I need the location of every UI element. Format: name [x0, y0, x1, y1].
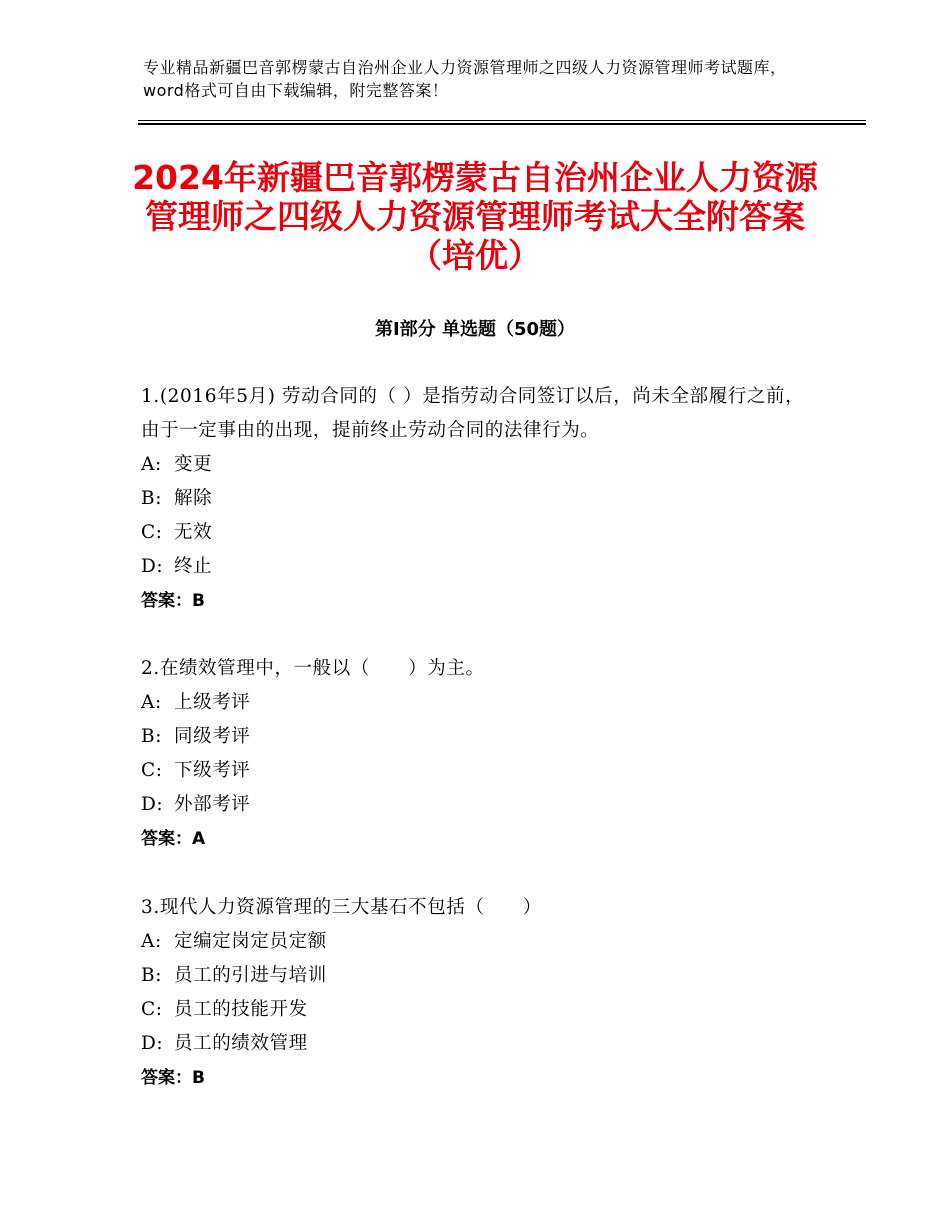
option-label: A:: [141, 931, 162, 952]
option-c: [141, 516, 821, 550]
header-divider: [138, 120, 866, 125]
option-text: 外部考评: [174, 794, 251, 815]
option-text: 下级考评: [174, 760, 251, 781]
answer: 答案：B: [141, 591, 205, 611]
option-label: C:: [141, 999, 163, 1020]
option-label: C:: [141, 760, 163, 781]
answer: 答案：B: [141, 1068, 205, 1088]
option-text: 解除: [174, 488, 213, 509]
option-a: [141, 925, 821, 959]
header-divider-thick: [138, 123, 866, 125]
option-d: [141, 550, 821, 584]
option-a: [141, 686, 821, 720]
option-label: A:: [141, 454, 162, 475]
question-stem: 2.在绩效管理中，一般以（ ）为主。: [141, 658, 485, 679]
option-label: B:: [141, 965, 163, 986]
option-d: [141, 1027, 821, 1061]
question-3: [141, 891, 821, 1095]
option-label: D:: [141, 794, 164, 815]
option-text: 员工的引进与培训: [174, 965, 327, 986]
option-text: 定编定岗定员定额: [174, 931, 327, 952]
document-title: 2024年新疆巴音郭楞蒙古自治州企业人力资源管理师之四级人力资源管理师考试大全附答案（培优）: [132, 158, 818, 275]
option-label: A:: [141, 692, 162, 713]
option-d: [141, 788, 821, 822]
question-2: [141, 652, 821, 856]
question-1: [141, 380, 821, 618]
option-text: 无效: [174, 522, 213, 543]
option-c: [141, 754, 821, 788]
option-label: B:: [141, 726, 163, 747]
option-label: D:: [141, 1033, 164, 1054]
section-title: 第Ⅰ部分 单选题（50题）: [374, 319, 575, 340]
option-b: [141, 720, 821, 754]
question-stem: 1.(2016年5月) 劳动合同的（ ）是指劳动合同签订以后，尚未全部履行之前，由于一定事由的出现，提前终止劳动合同的法律行为。: [141, 386, 805, 441]
option-b: [141, 959, 821, 993]
option-a: [141, 448, 821, 482]
option-label: C:: [141, 522, 163, 543]
option-text: 终止: [174, 556, 213, 577]
header-note: 专业精品新疆巴音郭楞蒙古自治州企业人力资源管理师之四级人力资源管理师考试题库，word格式可自由下载编辑，附完整答案！: [143, 58, 787, 100]
answer: 答案：A: [141, 829, 206, 849]
option-text: 员工的绩效管理: [174, 1033, 308, 1054]
option-text: 同级考评: [174, 726, 251, 747]
option-label: B:: [141, 488, 163, 509]
option-c: [141, 993, 821, 1027]
option-text: 员工的技能开发: [174, 999, 308, 1020]
option-label: D:: [141, 556, 164, 577]
header-divider-thin: [138, 120, 866, 121]
question-stem: 3.现代人力资源管理的三大基石不包括（ ）: [141, 897, 542, 918]
option-b: [141, 482, 821, 516]
option-text: 变更: [174, 454, 213, 475]
option-text: 上级考评: [174, 692, 251, 713]
